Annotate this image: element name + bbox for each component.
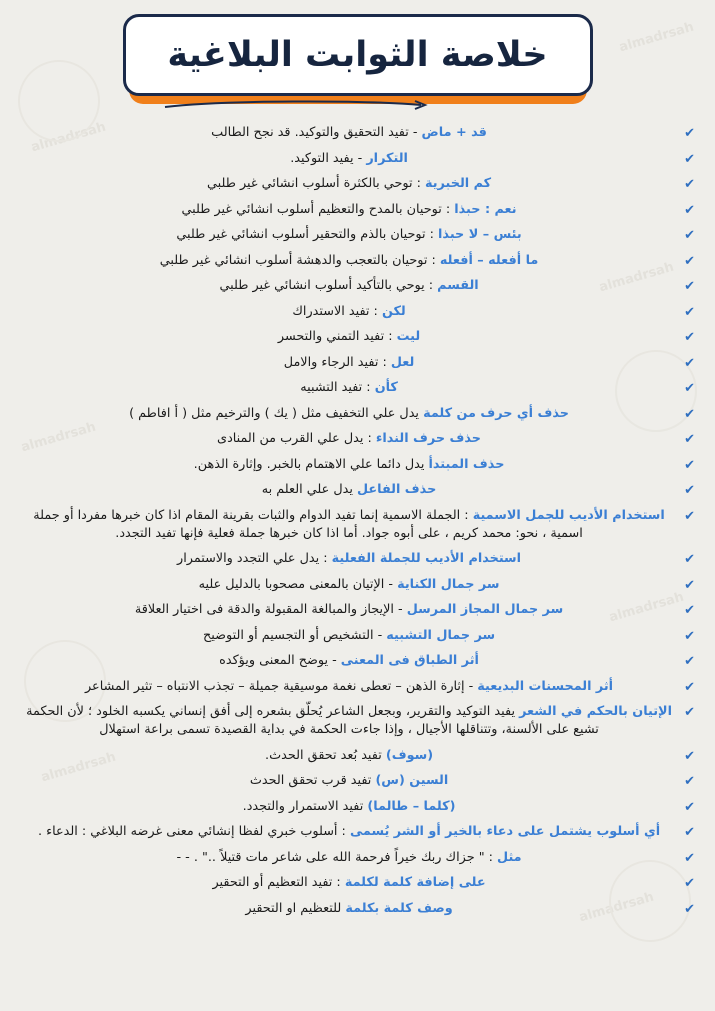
list-item-definition: يدل علي العلم به xyxy=(261,482,357,497)
list-item xyxy=(20,772,695,790)
list-item-text xyxy=(20,849,678,867)
list-item xyxy=(20,328,695,346)
list-item-definition: : توحيان بالتعجب والدهشة أسلوب انشائي غير طلبي xyxy=(159,252,440,268)
list-item-term: لعل xyxy=(390,354,415,370)
list-item-term: أثر الطباق فى المعنى xyxy=(340,653,479,668)
title-banner-box xyxy=(123,14,593,96)
list-item-text xyxy=(20,703,678,739)
list-item xyxy=(20,175,695,193)
check-icon: ✔ xyxy=(684,304,695,320)
list-item-term: (كلما – طالما) xyxy=(367,798,456,814)
list-item-term: قد + ماض xyxy=(421,125,487,140)
check-icon: ✔ xyxy=(684,748,695,764)
list-item xyxy=(20,874,695,892)
list-item-definition: : " جزاك ربك خيراً فرحمة الله على شاعر مات قتيلاً .." . - - xyxy=(176,849,498,865)
list-item xyxy=(20,900,695,918)
bullet-list xyxy=(14,124,701,918)
check-icon: ✔ xyxy=(684,151,695,167)
list-item-text xyxy=(20,576,678,594)
list-item-term: حذف المبتدأ xyxy=(428,456,505,472)
list-item-text xyxy=(20,900,678,918)
check-icon: ✔ xyxy=(684,774,695,789)
list-item-text xyxy=(20,652,678,670)
list-item xyxy=(20,823,695,841)
list-item-text xyxy=(20,379,678,397)
list-item-definition: : الجملة الاسمية إنما تفيد الدوام والثبات بقرينة المقام اذا كان خبرها مفردا أو جملة اسمية ، نحو: محمد كريم ، على أبوه جواد. أما اذا كان خبرها جملة فعلية فإنها تفيد التجدد. xyxy=(33,507,583,541)
list-item-text xyxy=(20,823,678,841)
check-icon: ✔ xyxy=(684,654,695,669)
list-item-text xyxy=(20,226,678,244)
list-item-definition: - تفيد التحقيق والتوكيد. قد نجح الطالب xyxy=(211,125,422,140)
list-item xyxy=(20,849,695,867)
list-item-term: لكن xyxy=(381,303,406,319)
list-item-text xyxy=(20,354,678,372)
list-item-definition: : توحيان بالمدح والتعظيم أسلوب انشائي غير طلبي xyxy=(181,201,455,217)
list-item-term: نعم : حبذا xyxy=(454,201,517,217)
list-item xyxy=(20,226,695,244)
list-item-definition: : تفيد التمني والتحسر xyxy=(277,329,397,344)
list-item-text xyxy=(20,405,678,423)
list-item-term: حذف أي حرف من كلمة xyxy=(423,405,569,421)
list-item-term: بئس – لا حبذا xyxy=(438,227,522,242)
title-underline-arrow xyxy=(163,98,433,112)
list-item xyxy=(20,379,695,397)
check-icon: ✔ xyxy=(684,279,695,294)
check-icon: ✔ xyxy=(684,552,695,567)
list-item xyxy=(20,405,695,423)
list-item-definition: - يوضح المعنى ويؤكده xyxy=(219,653,341,668)
list-item xyxy=(20,303,695,321)
list-item xyxy=(20,678,695,696)
check-icon: ✔ xyxy=(684,679,695,695)
list-item xyxy=(20,252,695,270)
list-item-text xyxy=(20,150,678,168)
list-item xyxy=(20,481,695,499)
check-icon: ✔ xyxy=(684,457,695,473)
list-item-text xyxy=(20,201,678,219)
list-item-definition: يدل علي التخفيف مثل ( يك ) والترخيم مثل ( أ افاطم ) xyxy=(129,405,424,421)
list-item-term: وصف كلمة بكلمة xyxy=(345,900,453,916)
list-item-definition: : يدل علي التجدد والاستمرار xyxy=(177,551,332,566)
check-icon: ✔ xyxy=(684,508,695,524)
list-item-term: ما أفعله – أفعله xyxy=(439,252,539,268)
list-item xyxy=(20,354,695,372)
check-icon: ✔ xyxy=(684,901,695,917)
list-item-term: السين (س) xyxy=(375,773,449,788)
check-icon: ✔ xyxy=(684,603,695,618)
list-item-text xyxy=(20,627,678,645)
list-item xyxy=(20,576,695,594)
list-item-term: استخدام الأديب للجملة الفعلية xyxy=(331,551,522,566)
check-icon: ✔ xyxy=(684,628,695,644)
list-item-term: (سوف) xyxy=(385,747,434,763)
list-item-term: حذف الفاعل xyxy=(356,482,437,497)
list-item xyxy=(20,124,695,142)
list-item-term: ليت xyxy=(396,329,421,344)
list-item-text xyxy=(20,303,678,321)
list-item xyxy=(20,550,695,568)
list-item-definition: يفيد التوكيد والتقرير، وبجعل الشاعر يُحلّق بشعره إلى أفق إنساني يكسبه الخلود ؛ لأن الحكمة تشيع على الألسنة، وتتناقلها الأجيال ، وإذا جاءت الحكمة في بداية القصيدة تسمى براعة استهلال xyxy=(26,704,599,737)
check-icon: ✔ xyxy=(684,705,695,720)
check-icon: ✔ xyxy=(684,799,695,815)
check-icon: ✔ xyxy=(684,483,695,498)
list-item xyxy=(20,150,695,168)
list-item-text xyxy=(20,328,678,346)
list-item-definition: : توحيان بالذم والتحقير أسلوب انشائي غير طلبي xyxy=(176,227,439,242)
list-item-term: حذف حرف النداء xyxy=(375,431,482,446)
list-item-term: مثل xyxy=(497,849,522,865)
check-icon: ✔ xyxy=(684,253,695,269)
list-item-text xyxy=(20,747,678,765)
list-item-text xyxy=(20,772,678,790)
title-banner xyxy=(123,14,593,110)
list-item-definition: يدل دائما علي الاهتمام بالخبر. وإثارة الذهن. xyxy=(193,456,429,472)
list-item-term: أثر المحسنات البديعية xyxy=(477,678,614,694)
check-icon: ✔ xyxy=(684,228,695,243)
list-item-term: سر جمال التشبيه xyxy=(386,627,496,643)
check-icon: ✔ xyxy=(684,577,695,593)
list-item-definition: - الإيجاز والمبالغة المقبولة والدقة فى اختيار العلاقة xyxy=(134,602,407,617)
list-item-definition: : أسلوب خبري لفظا إنشائي معنى غرضه البلاغي : الدعاء . xyxy=(37,824,350,839)
list-item-definition: : يدل علي القرب من المنادى xyxy=(217,431,376,446)
list-item-term: سر جمال المجاز المرسل xyxy=(406,602,564,617)
list-item-term: كم الخبرية xyxy=(424,176,492,191)
list-item-text xyxy=(20,430,678,448)
list-item xyxy=(20,507,695,543)
list-item-definition: - الإتيان بالمعنى مصحوبا بالدليل عليه xyxy=(198,576,398,592)
list-item-definition: - إثارة الذهن – تعطى نغمة موسيقية جميلة – تجذب الانتباه – تثير المشاعر xyxy=(85,678,478,694)
list-item-definition: تفيد قرب تحقق الحدث xyxy=(249,773,376,788)
list-item-term: على إضافة كلمة لكلمة xyxy=(344,875,486,890)
list-item-term: الإتيان بالحكم في الشعر xyxy=(519,704,672,719)
list-item-term: استخدام الأديب للجمل الاسمية xyxy=(472,507,665,523)
list-item-definition: - التشخيص أو التجسيم أو التوضيح xyxy=(202,627,387,643)
list-item xyxy=(20,201,695,219)
list-item-definition: - يفيد التوكيد. xyxy=(290,150,367,166)
list-item xyxy=(20,601,695,619)
list-item-text xyxy=(20,456,678,474)
list-item xyxy=(20,430,695,448)
list-item-text xyxy=(20,874,678,892)
list-item-definition: : تفيد التشبيه xyxy=(300,380,375,395)
list-item-text xyxy=(20,678,678,696)
check-icon: ✔ xyxy=(684,876,695,891)
list-item xyxy=(20,627,695,645)
list-item-text xyxy=(20,481,678,499)
check-icon: ✔ xyxy=(684,381,695,396)
list-item-text xyxy=(20,252,678,270)
list-item-definition: تفيد بُعد تحقق الحدث. xyxy=(265,747,386,763)
list-item-text xyxy=(20,507,678,543)
list-item-term: كأن xyxy=(374,380,398,395)
list-item-text xyxy=(20,601,678,619)
list-item-definition: : توحي بالكثرة أسلوب انشائي غير طلبي xyxy=(206,176,425,191)
list-item-term: سر جمال الكناية xyxy=(397,576,500,592)
check-icon: ✔ xyxy=(684,825,695,840)
check-icon: ✔ xyxy=(684,355,695,371)
list-item-term: التكرار xyxy=(366,150,408,166)
check-icon: ✔ xyxy=(684,330,695,345)
list-item-definition: : تفيد التعظيم أو التحقير xyxy=(212,875,345,890)
list-item-text xyxy=(20,175,678,193)
list-item-text xyxy=(20,277,678,295)
list-item-term: أي أسلوب يشتمل على دعاء بالخير أو الشر يُسمى xyxy=(349,824,661,839)
page-title: خلاصة الثوابت البلاغية xyxy=(167,34,548,75)
list-item xyxy=(20,277,695,295)
list-item-text xyxy=(20,798,678,816)
check-icon: ✔ xyxy=(684,126,695,141)
list-item-term: القسم xyxy=(437,278,479,293)
list-item-definition: للتعظيم او التحقير xyxy=(245,900,346,916)
list-item-definition: : تفيد الرجاء والامل xyxy=(283,354,391,370)
list-item-definition: : يوحي بالتأكيد أسلوب انشائي غير طلبي xyxy=(219,278,438,293)
check-icon: ✔ xyxy=(684,406,695,422)
list-item-text xyxy=(20,550,678,568)
list-item-definition: تفيد الاستمرار والتجدد. xyxy=(242,798,368,814)
list-item-text xyxy=(20,124,678,142)
list-item-definition: : تفيد الاستدراك xyxy=(292,303,382,319)
list-item xyxy=(20,747,695,765)
check-icon: ✔ xyxy=(684,202,695,218)
check-icon: ✔ xyxy=(684,850,695,866)
list-item xyxy=(20,798,695,816)
list-item xyxy=(20,456,695,474)
background-watermarks: almadrsah almadrsah almadrsah almadrsah almadrsah almadrsah almadrsah xyxy=(0,0,715,1011)
check-icon: ✔ xyxy=(684,177,695,192)
list-item xyxy=(20,652,695,670)
check-icon: ✔ xyxy=(684,432,695,447)
list-item xyxy=(20,703,695,739)
